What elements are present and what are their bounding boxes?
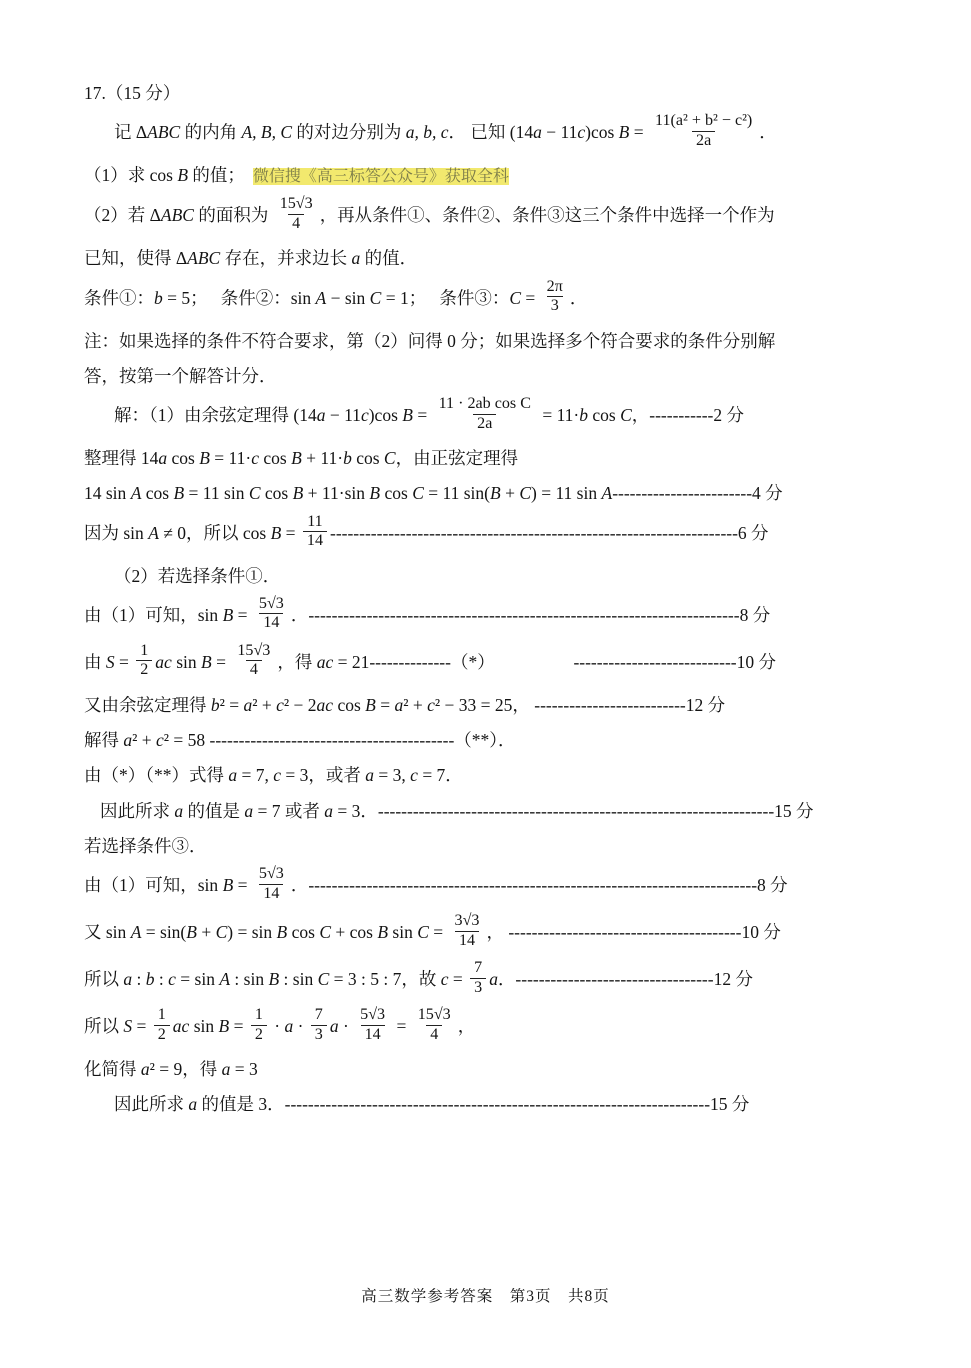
text-run: ．-----------------------------------------------------------------------------8 分 xyxy=(290,875,788,896)
text-run: = xyxy=(412,405,432,426)
math-variable: B xyxy=(291,448,302,468)
fraction: $\frac{11}{14}$ xyxy=(303,513,327,551)
text-run: 14 sin xyxy=(84,483,131,504)
text-run: 因此所求 xyxy=(114,1094,189,1115)
fraction: $\frac{5√3}{14}$ xyxy=(258,594,284,632)
math-variable: C xyxy=(248,483,261,504)
text-run: · xyxy=(293,1016,308,1037)
text-run: 整理得 14 xyxy=(84,448,159,468)
answer-body xyxy=(84,80,885,1118)
math-variable: B xyxy=(369,483,381,504)
text-run: : xyxy=(154,969,169,990)
math-variable: C xyxy=(317,969,330,990)
text-run: ≠ 0，所以 cos xyxy=(158,522,271,543)
math-variable: c xyxy=(156,730,164,750)
math-variable: a xyxy=(174,800,184,821)
text-run: 记 Δ xyxy=(114,122,148,143)
math-variable: C xyxy=(509,287,522,308)
math-variable: B xyxy=(377,922,389,943)
solution-sine-rule xyxy=(84,480,885,506)
math-variable: a xyxy=(123,730,133,750)
text-run: = 7, xyxy=(237,765,274,786)
text-run: cos xyxy=(333,694,366,715)
text-run: ² + xyxy=(403,694,428,715)
text-run: cos xyxy=(260,483,293,504)
fraction: $\frac{1}{2}$ xyxy=(251,1006,267,1044)
case1-area xyxy=(84,641,885,683)
math-variable: a xyxy=(221,1059,231,1079)
text-run: : xyxy=(132,969,146,990)
text-run: = xyxy=(281,522,300,543)
text-run: 的值是 xyxy=(183,800,245,821)
text-run: = 11 sin xyxy=(184,483,249,504)
math-variable: B xyxy=(218,1016,230,1037)
text-run: ² = 58 ------------------------------------------（**）． xyxy=(163,730,516,750)
text-run: + 11·sin xyxy=(303,483,370,504)
text-run: = xyxy=(233,604,252,625)
case3-sinB xyxy=(84,865,885,906)
math-variable: S xyxy=(105,651,115,672)
text-run: : sin xyxy=(230,969,269,990)
text-run: − sin xyxy=(326,287,370,308)
text-run: · xyxy=(338,1016,354,1037)
text-run: ² − 33 = 25， --------------------------12 分 xyxy=(434,694,726,715)
text-run: 存在，并求边长 xyxy=(220,248,352,269)
text-run: = xyxy=(448,969,468,990)
math-variable: a xyxy=(329,1016,339,1037)
text-run: = 3 xyxy=(230,1059,258,1079)
fraction: $\frac{15√3}{4}$ xyxy=(279,195,313,232)
problem-statement xyxy=(84,112,885,153)
text-run: = 11 sin( xyxy=(423,483,490,504)
text-run: 17.（15 分） xyxy=(84,83,181,103)
math-variable: c xyxy=(273,765,282,786)
math-variable: B xyxy=(276,922,288,943)
text-run: + 11· xyxy=(301,448,344,468)
text-run: ．--------------------------------------------------------------------------8 分 xyxy=(290,604,771,625)
text-run: = xyxy=(211,651,231,672)
math-variable: c xyxy=(276,694,284,715)
case1-answer xyxy=(84,798,885,824)
text-run: 的面积为 xyxy=(193,205,273,226)
text-run: 的值． xyxy=(360,248,418,269)
text-run: = 21--------------（*） ----------------------------10 分 xyxy=(333,651,776,672)
math-variable: a xyxy=(324,800,333,821)
math-variable: B xyxy=(222,875,234,896)
text-run: cos xyxy=(287,922,320,943)
math-variable: a xyxy=(316,405,326,426)
math-variable: ac xyxy=(155,651,172,672)
math-variable: B xyxy=(186,922,197,943)
math-variable: a xyxy=(489,969,498,990)
math-variable: C xyxy=(519,483,531,504)
math-variable: a xyxy=(284,1016,294,1037)
text-run: 化简得 xyxy=(84,1059,141,1079)
text-run: sin xyxy=(171,651,202,672)
note-line2 xyxy=(84,363,885,389)
case1-cosine xyxy=(84,692,885,718)
text-run: = 11· xyxy=(209,448,252,468)
fraction: $\frac{2\pi}{3}$ xyxy=(546,277,563,314)
solution-cosB xyxy=(84,512,885,554)
math-variable: b xyxy=(154,287,163,308)
math-variable: C xyxy=(417,922,429,943)
text-run: cos xyxy=(588,405,621,426)
fraction: $\frac{\text{11(a² + b² − c²)}}{2a}$ xyxy=(655,112,753,149)
text-run: = 3, xyxy=(374,765,411,786)
math-variable: a xyxy=(188,1094,198,1115)
math-variable: ac xyxy=(316,694,334,715)
text-run: + xyxy=(196,922,216,943)
solution-simplify xyxy=(84,445,885,471)
math-variable: b xyxy=(145,969,155,990)
text-run: + cos xyxy=(331,922,378,943)
text-run: ² − 2 xyxy=(283,694,317,715)
math-variable: A, B, C xyxy=(241,122,293,143)
math-variable: B xyxy=(365,694,376,715)
fraction: $\frac{5√3}{14}$ xyxy=(258,865,284,902)
text-run: = xyxy=(521,287,540,308)
case3-sinA xyxy=(84,912,885,953)
math-variable: c xyxy=(440,969,449,990)
text-run: = 3．--------------------------------------------------------------------15 分 xyxy=(333,800,814,821)
math-variable: c xyxy=(251,448,259,468)
math-variable: A xyxy=(148,522,159,543)
text-run: （2）若 Δ xyxy=(84,205,161,226)
q17-header xyxy=(84,80,885,106)
part1-question xyxy=(84,162,885,189)
math-variable: B xyxy=(292,483,304,504)
text-run: · xyxy=(269,1016,285,1037)
page-footer: 高三数学参考答案 第3页 共8页 xyxy=(361,1288,610,1305)
math-variable: a xyxy=(351,248,361,269)
text-run: 已知，使得 Δ xyxy=(84,248,188,269)
text-run: 由（*）（**）式得 xyxy=(84,765,229,786)
math-variable: a xyxy=(244,800,254,821)
text-run: cos xyxy=(167,448,200,468)
math-variable: b xyxy=(210,694,220,715)
text-run: = xyxy=(428,922,448,943)
text-run: − 11 xyxy=(325,405,361,426)
math-variable: A xyxy=(315,287,327,308)
text-run: （1）求 cos xyxy=(84,165,178,186)
text-run: 若选择条件③． xyxy=(84,835,207,856)
text-run: ，由正弦定理得 xyxy=(395,448,519,468)
text-run: ----------------------------------------------------------------------6 分 xyxy=(330,522,769,543)
math-variable: B xyxy=(222,604,234,625)
math-variable: C xyxy=(383,448,396,468)
text-run: + xyxy=(500,483,520,504)
note-line1 xyxy=(84,328,885,354)
text-run: )cos xyxy=(585,122,619,143)
text-run: = xyxy=(392,1016,411,1037)
math-variable: a xyxy=(228,765,238,786)
math-variable: B xyxy=(199,448,210,468)
math-variable: c xyxy=(577,122,586,143)
part2-question-cont xyxy=(84,245,885,271)
text-run: ² + xyxy=(132,730,156,750)
math-variable: ABC xyxy=(187,248,221,269)
case1-header xyxy=(84,563,885,589)
text-run: ，得 xyxy=(277,651,317,672)
math-variable: b xyxy=(579,405,589,426)
text-run: sin xyxy=(189,1016,219,1037)
math-variable: a xyxy=(123,969,133,990)
math-variable: b xyxy=(343,448,352,468)
text-run: = xyxy=(629,122,648,143)
math-variable: B xyxy=(173,483,185,504)
text-run: − 11 xyxy=(541,122,578,143)
math-variable: C xyxy=(215,922,228,943)
text-run: : sin xyxy=(279,969,318,990)
math-variable: ABC xyxy=(147,122,181,143)
text-run: 又 sin xyxy=(84,922,131,943)
case3-header xyxy=(84,833,885,859)
text-run: = 11· xyxy=(537,405,580,426)
fraction: $\frac{5√3}{14}$ xyxy=(360,1006,386,1043)
fraction: $\frac{15√3}{4}$ xyxy=(417,1006,451,1043)
text-run: = 1； 条件③： xyxy=(381,287,510,308)
text-run: = 3，或者 xyxy=(281,765,366,786)
fraction: $\frac{7}{3}$ xyxy=(470,959,486,997)
math-variable: a, b, c xyxy=(405,122,449,143)
text-run: 条件①： xyxy=(84,287,154,308)
fraction: $\frac{7}{3}$ xyxy=(311,1006,327,1044)
text-run: 所以 xyxy=(84,1016,124,1037)
math-variable: a xyxy=(365,765,375,786)
solution-cosine-rule xyxy=(84,395,885,436)
math-variable: a xyxy=(533,122,542,143)
text-run: cos xyxy=(351,448,384,468)
text-run: 注：如果选择的条件不符合要求，第（2）问得 0 分；如果选择多个符合要求的条件分别解 xyxy=(84,330,776,351)
case1-solve xyxy=(84,727,885,753)
math-variable: c xyxy=(427,694,435,715)
text-run: ² = 9，得 xyxy=(149,1059,222,1079)
text-run: ) = 11 sin xyxy=(531,483,602,504)
text-run: = xyxy=(132,1016,151,1037)
math-variable: A xyxy=(601,483,613,504)
wechat-watermark-text: 微信搜《高三标答公众号》获取全科 xyxy=(252,168,509,186)
math-variable: C xyxy=(319,922,331,943)
fraction: $\frac{3√3}{14}$ xyxy=(454,912,480,949)
math-variable: C xyxy=(369,287,382,308)
text-run: ------------------------4 分 xyxy=(612,483,783,504)
text-run: ， xyxy=(457,1016,476,1037)
math-variable: C xyxy=(620,405,632,426)
text-run: = 7． xyxy=(417,765,463,786)
fraction: $\frac{1}{2}$ xyxy=(136,642,152,680)
text-run: = sin xyxy=(175,969,220,990)
text-run: 所以 xyxy=(84,969,124,990)
math-variable: A xyxy=(130,922,142,943)
text-run: 因为 sin xyxy=(84,522,149,543)
text-run: ． 已知 (14 xyxy=(448,122,534,143)
math-variable: C xyxy=(412,483,424,504)
text-run: ，-----------2 分 xyxy=(631,405,745,426)
text-run: cos xyxy=(141,483,174,504)
case3-answer xyxy=(84,1091,885,1117)
case1-values xyxy=(84,762,885,788)
math-variable: B xyxy=(270,522,282,543)
case1-sinB xyxy=(84,594,885,636)
text-run: （2）若选择条件①． xyxy=(114,565,281,586)
text-run: ． xyxy=(569,287,588,308)
text-run: 由 xyxy=(84,651,106,672)
math-variable: B xyxy=(201,651,212,672)
text-run: 因此所求 xyxy=(100,800,175,821)
text-run: ² + xyxy=(252,694,277,715)
text-run: ，再从条件①、条件②、条件③这三个条件中选择一个作为 xyxy=(319,205,775,226)
text-run: = xyxy=(114,651,134,672)
math-variable: B xyxy=(177,165,189,186)
text-run: ．----------------------------------12 分 xyxy=(497,969,753,990)
case3-area xyxy=(84,1006,885,1047)
text-run: 的对边分别为 xyxy=(292,122,406,143)
text-run: = xyxy=(375,694,395,715)
fraction: $\frac{1}{2}$ xyxy=(154,1006,170,1044)
text-run: 又由余弦定理得 xyxy=(84,694,211,715)
text-run: ² = xyxy=(219,694,244,715)
math-variable: c xyxy=(360,405,369,426)
text-run: = xyxy=(229,1016,248,1037)
text-run: = 7 或者 xyxy=(253,800,325,821)
text-run: 的内角 xyxy=(180,122,242,143)
text-run: 答，按第一个解答计分． xyxy=(84,365,277,386)
text-run: 由（1）可知，sin xyxy=(84,875,223,896)
math-variable: B xyxy=(618,122,630,143)
math-variable: S xyxy=(123,1016,133,1037)
text-run: 由（1）可知，sin xyxy=(84,604,223,625)
text-run: 解：（1）由余弦定理得 (14 xyxy=(114,405,317,426)
math-variable: c xyxy=(168,969,176,990)
text-run: = sin( xyxy=(141,922,187,943)
text-run: ) = sin xyxy=(227,922,277,943)
math-variable: A xyxy=(219,969,231,990)
text-run: cos xyxy=(259,448,292,468)
text-run: = xyxy=(233,875,252,896)
math-variable: ac xyxy=(172,1016,190,1037)
math-variable: a xyxy=(158,448,168,468)
math-variable: A xyxy=(130,483,142,504)
text-run: 的值是 3．-------------------------------------------------------------------------15 分 xyxy=(197,1094,750,1115)
text-run: 的值； xyxy=(188,165,245,186)
part2-question xyxy=(84,195,885,236)
conditions xyxy=(84,277,885,319)
text-run: 解得 xyxy=(84,730,124,750)
text-run: )cos xyxy=(368,405,403,426)
math-variable: a xyxy=(243,694,253,715)
math-variable: ac xyxy=(316,651,334,672)
math-variable: a xyxy=(140,1059,150,1079)
text-run: = 5； 条件②：sin xyxy=(162,287,316,308)
fraction: $\frac{\text{11 · 2ab cos C}}{2a}$ xyxy=(438,395,531,432)
text-run: = 3 : 5 : 7，故 xyxy=(329,969,441,990)
math-variable: a xyxy=(394,694,404,715)
case3-simplify xyxy=(84,1056,885,1082)
text-run: sin xyxy=(388,922,418,943)
math-variable: B xyxy=(268,969,280,990)
math-variable: B xyxy=(402,405,413,426)
text-run: ． xyxy=(759,122,777,143)
fraction: $\frac{15√3}{4}$ xyxy=(237,641,271,679)
math-variable: c xyxy=(410,765,418,786)
math-variable: B xyxy=(489,483,501,504)
case3-ratio xyxy=(84,959,885,1000)
text-run: ， ----------------------------------------10 分 xyxy=(486,922,781,943)
math-variable: ABC xyxy=(160,205,194,226)
text-run: cos xyxy=(380,483,413,504)
